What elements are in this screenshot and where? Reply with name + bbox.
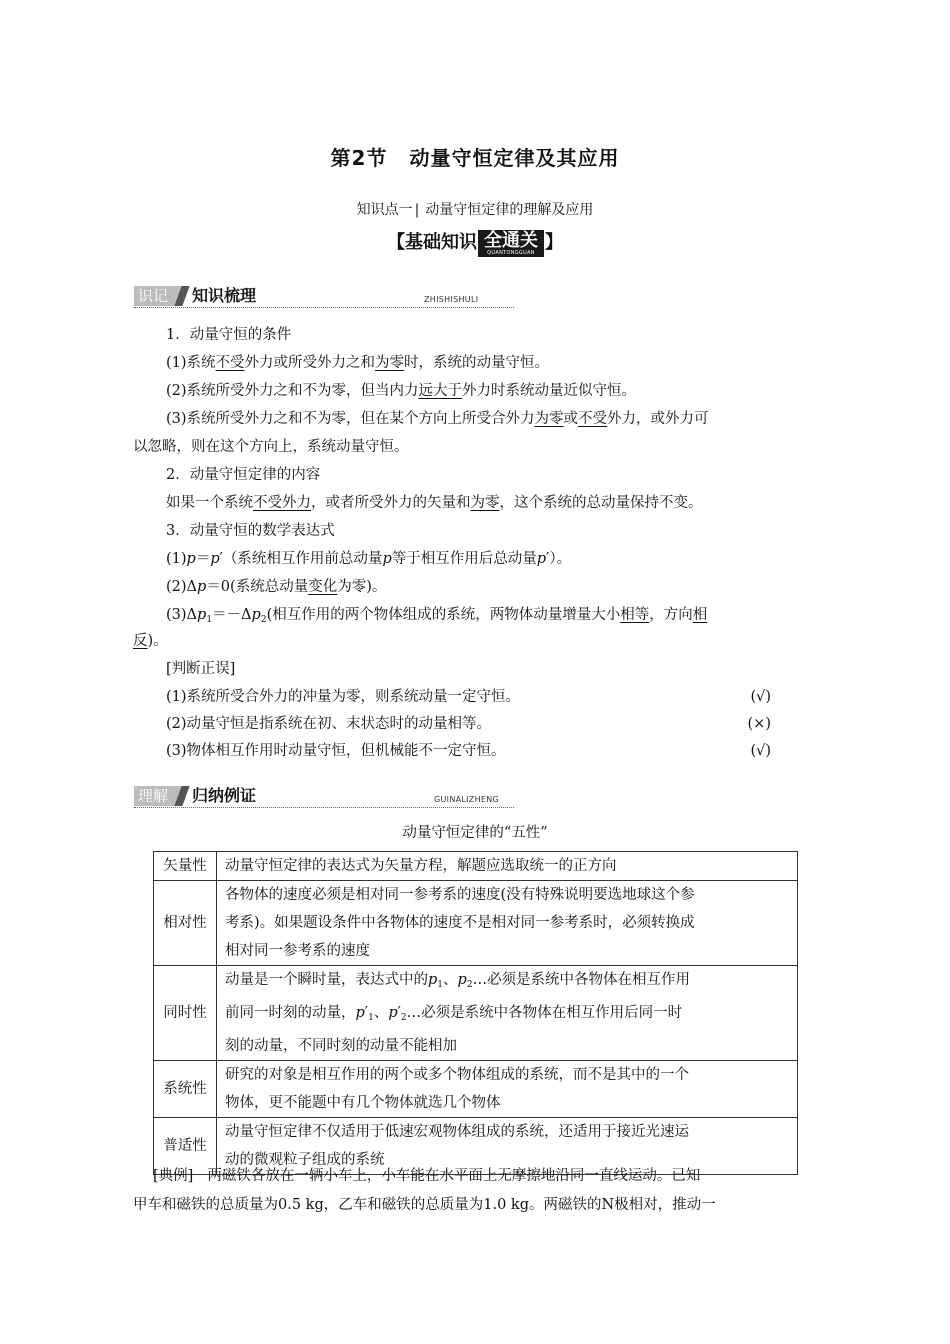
section-name: 归纳例证 <box>192 786 257 805</box>
table-row <box>154 966 798 1061</box>
table-value: 动量守恒定律不仅适用于低速宏观物体组成的系统，还适用于接近光速运 动的微观粒子组成的系统 <box>217 1118 798 1175</box>
table-value: 各物体的速度必须是相对同一参考系的速度(没有特殊说明要选地球这个参 考系)。如果题设条件中各物体的速度不是相对同一参考系时，必须转换成 相对同一参考系的速度 <box>217 881 798 966</box>
table-key: 同时性 <box>154 966 217 1061</box>
section-pinyin: ZHISHISHULI <box>424 295 479 304</box>
judge-row: (3)物体相互作用时动量守恒，但机械能不一定守恒。 (√) <box>166 743 771 759</box>
heading-expressions: 3．动量守恒的数学表达式 <box>166 523 335 539</box>
formula-2: (2)Δp＝0(系统总动量变化为零)。 <box>166 579 387 595</box>
table-key: 矢量性 <box>154 852 217 881</box>
section-pinyin: GUINALIZHENG <box>434 795 500 804</box>
section-number: 第2节 <box>330 146 388 170</box>
table-value: 研究的对象是相互作用的两个或多个物体组成的系统，而不是其中的一个 物体，更不能题中有几个物体就选几个物体 <box>217 1061 798 1118</box>
five-properties-table <box>153 851 798 1175</box>
judge-mark: (√) <box>750 743 771 759</box>
table-row <box>154 852 798 881</box>
section-header-knowledge <box>134 286 514 308</box>
table-key: 系统性 <box>154 1061 217 1118</box>
table-row <box>154 881 798 966</box>
knowledge-point-heading <box>0 199 950 219</box>
knowledge-point-title: 动量守恒定律的理解及应用 <box>425 202 594 218</box>
section-tag: 理解 <box>134 786 182 806</box>
paragraph: 反)。 <box>133 633 168 649</box>
table-key: 普适性 <box>154 1118 217 1175</box>
page-title <box>0 142 950 171</box>
heading-content: 2．动量守恒定律的内容 <box>166 467 321 483</box>
table-row <box>154 1061 798 1118</box>
formula-3: $(3)\Delta p_1=-\Delta p_2$(相互作用的两个物体组成的系统，两物体动量增量大小相等，方向相 <box>166 607 708 625</box>
example-line <box>153 1166 819 1186</box>
example-label: [典例] <box>153 1168 194 1184</box>
badge-box-text: 全通关 <box>484 229 538 251</box>
table-value: 动量是一个瞬时量，表达式中的$p_1$、$p_2\dots$必须是系统中各物体在相互作用 前同一时刻的动量，$p'_1$、$p'_2\dots$必须是系统中各物体在相互作用后同一时 刻的动量，不同时刻的动量不能相加 <box>217 966 798 1061</box>
example-text: 两磁铁各放在一辆小车上，小车能在水平面上无摩擦地沿同一直线运动。已知 <box>207 1168 701 1184</box>
section-header-understanding <box>134 786 514 808</box>
paragraph: (3)系统所受外力之和不为零，但在某个方向上所受合外力为零或不受外力，或外力可 <box>166 411 709 427</box>
basic-knowledge-badge <box>0 228 950 257</box>
paragraph: 以忽略，则在这个方向上，系统动量守恒。 <box>133 439 409 455</box>
section-rule <box>134 807 514 808</box>
judge-mark: (×) <box>747 716 771 732</box>
judge-label: [判断正误] <box>166 661 236 677</box>
judge-row: (2)动量守恒是指系统在初、末状态时的动量相等。 (×) <box>166 716 771 732</box>
paragraph: 如果一个系统不受外力，或者所受外力的矢量和为零，这个系统的总动量保持不变。 <box>166 495 703 511</box>
badge-right-text: 】 <box>545 232 563 253</box>
knowledge-point-number: 知识点一 <box>356 202 413 218</box>
judge-mark: (√) <box>750 689 771 705</box>
table-value: 动量守恒定律的表达式为矢量方程，解题应选取统一的正方向 <box>217 852 798 881</box>
badge-left-text: 【基础知识 <box>387 232 477 253</box>
table-key: 相对性 <box>154 881 217 966</box>
judge-row: (1)系统所受合外力的冲量为零，则系统动量一定守恒。 (√) <box>166 689 771 705</box>
example-text: 甲车和磁铁的总质量为0.5 kg，乙车和磁铁的总质量为1.0 kg。两磁铁的N极相对，推动一 <box>133 1197 716 1213</box>
paragraph: (1)系统不受外力或所受外力之和为零时，系统的动量守恒。 <box>166 355 550 371</box>
badge-box <box>478 230 544 257</box>
table-caption: 动量守恒定律的“五性” <box>402 825 548 841</box>
section-tag: 识记 <box>134 286 182 306</box>
section-name: 知识梳理 <box>192 286 257 305</box>
section-rule <box>134 307 514 308</box>
heading-conditions: 1．动量守恒的条件 <box>166 327 292 343</box>
badge-box-pinyin: QUANTONGGUAN <box>487 249 535 256</box>
divider: | <box>414 202 420 218</box>
section-title: 动量守恒定律及其应用 <box>409 146 620 170</box>
formula-1: (1)p＝p′（系统相互作用前总动量p等于相互作用后总动量p′）。 <box>166 551 572 567</box>
paragraph: (2)系统所受外力之和不为零，但当内力远大于外力时系统动量近似守恒。 <box>166 383 637 399</box>
